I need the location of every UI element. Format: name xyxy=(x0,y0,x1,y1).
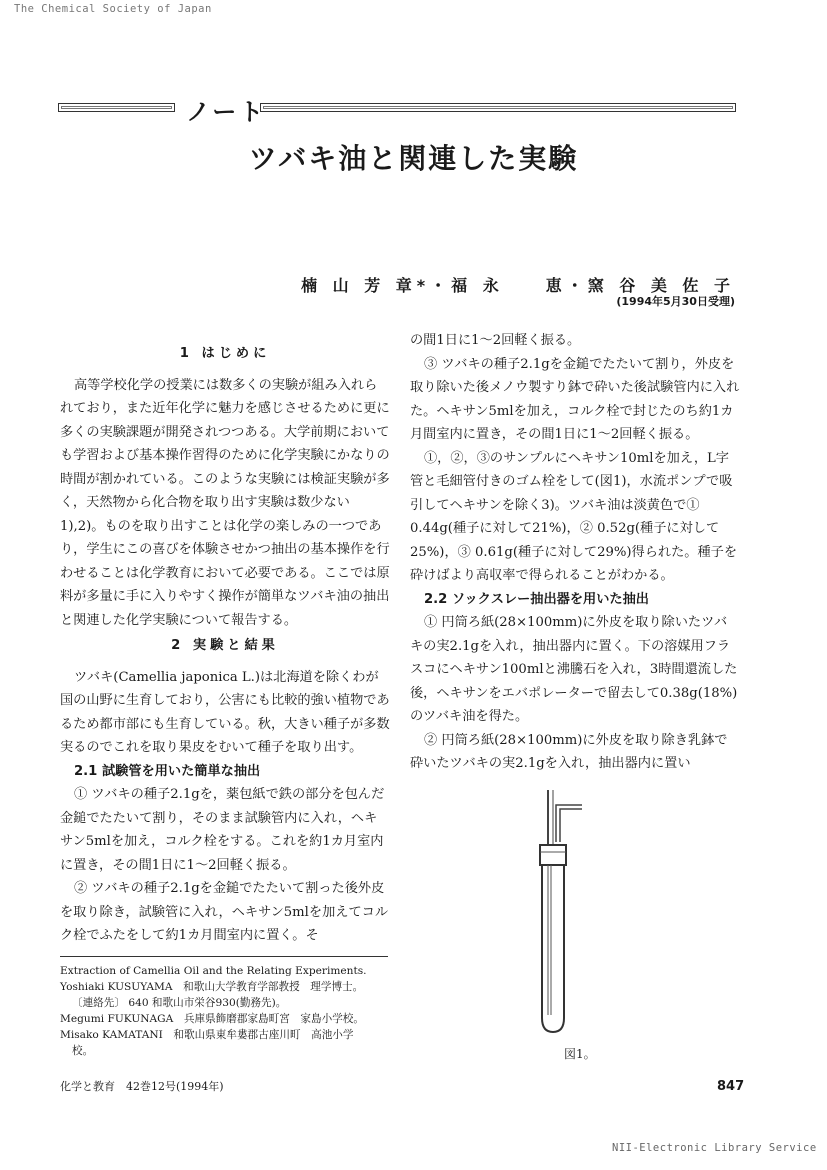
journal-citation: 化学と教育 42巻12号(1994年) xyxy=(60,1080,224,1093)
paragraph: ツバキ(Camellia japonica L.)は北海道を除くわが国の山野に生育しており，公害にも比較的強い植物であるため都市部にも生育している。秋，大きい種子が多数実るのでこれを取り果皮をむいて種子を取り出す。 xyxy=(60,669,390,755)
footnote-line: Megumi FUKUNAGA 兵庫県飾磨郡家島町宮 家島小学校。 xyxy=(60,1013,364,1025)
article-title: ツバキ油と関連した実験 xyxy=(248,142,579,175)
paragraph: ③ ツバキの種子2.1gを金鎚でたたいて割り，外皮を取り除いた後メノウ製すり鉢で砕いた後試験管内に入れた。ヘキサン5mlを加え，コルク栓で封じたのち約1カ月間室内に置き，その間1日に1〜2回軽く振る。 xyxy=(410,356,740,442)
paragraph: 高等学校化学の授業には数多くの実験が組み入れられており，また近年化学に魅力を感じさせるために更に多くの実験課題が開発されつつある。大学前期においても学習および基本操作習得のために化学実験にかなりの時間が割かれている。このような実験には検証実験が多く，天然物から化合物を取り出す実験は数少ない1),2)。ものを取り出すことは化学の楽しみの一つであり，学生にこの喜びを体験させかつ抽出の基本操作を行わせることは化学教育において必要である。ここでは原料が多量に手に入りやすく操作が簡単なツバキ油の抽出と関連した化学実験について報告する。 xyxy=(60,377,390,628)
subsection-heading: 2.1 試験管を用いた簡単な抽出 xyxy=(74,763,261,779)
figure-apparatus xyxy=(520,780,590,1049)
right-column xyxy=(410,329,740,776)
footnote-line: Extraction of Camellia Oil and the Relating Experiments. xyxy=(60,965,367,977)
left-column xyxy=(60,340,390,948)
footnote-line: Misako KAMATANI 和歌山県東牟婁郡古座川町 高池小学 xyxy=(60,1029,354,1041)
figure-caption: 図1。 xyxy=(564,1047,596,1061)
footnote-rule xyxy=(60,956,388,957)
paragraph: ② 円筒ろ紙(28×100mm)に外皮を取り除き乳鉢で砕いたツバキの実2.1gを入れ，抽出器内に置い xyxy=(410,732,728,771)
note-label: ノート xyxy=(186,97,267,126)
authors: 楠 山 芳 章*・福 永 恵・窯 谷 美 佐 子 xyxy=(301,276,735,295)
paragraph: ① ツバキの種子2.1gを，薬包紙で鉄の部分を包んだ金鎚でたたいて割り，そのまま試験管内に入れ，ヘキサン5mlを加え，コルク栓をする。これを約1カ月室内に置き，その間1日に1〜2回軽く振る。 xyxy=(60,787,385,873)
site-footer: NII-Electronic Library Service xyxy=(612,1142,817,1154)
footnote xyxy=(60,963,390,1059)
page-number: 847 xyxy=(717,1079,745,1094)
test-tube-diagram xyxy=(520,780,590,1045)
footnote-line: Yoshiaki KUSUYAMA 和歌山大学教育学部教授 理学博士。 xyxy=(60,981,364,993)
subsection-heading: 2.2 ソックスレー抽出器を用いた抽出 xyxy=(424,591,649,607)
section-heading: 2 実験と結果 xyxy=(171,638,279,653)
note-bar-right xyxy=(260,103,736,112)
paragraph: ① 円筒ろ紙(28×100mm)に外皮を取り除いたツバキの実2.1gを入れ，抽出器内に置く。下の溶媒用フラスコにヘキサン100mlと沸騰石を入れ，3時間還流した後，ヘキサンをエバポレーターで留去して0.38g(18%)のツバキ油を得た。 xyxy=(410,615,738,724)
paragraph: の間1日に1〜2回軽く振る。 xyxy=(410,333,581,348)
section-heading: 1 はじめに xyxy=(179,346,271,361)
paragraph: ② ツバキの種子2.1gを金鎚でたたいて割った後外皮を取り除き，試験管に入れ，ヘキサン5mlを加えてコルク栓でふたをして約1カ月間室内に置く。そ xyxy=(60,881,389,943)
note-bar-left xyxy=(58,103,175,112)
paragraph: ①，②，③のサンプルにヘキサン10mlを加え，L字管と毛細管付きのゴム栓をして(図1)，水流ポンプで吸引してヘキサンを除く3)。ツバキ油は淡黄色で① 0.44g(種子に対して21%)，② 0.52g(種子に対して25%)，③ 0.61g(種子に対して29%)得られた。種子を砕けばより高収率で得られることがわかる。 xyxy=(410,450,738,583)
site-header: The Chemical Society of Japan xyxy=(14,3,212,15)
received-date: (1994年5月30日受理) xyxy=(616,295,735,308)
footnote-line: 校。 xyxy=(72,1045,94,1057)
footnote-line: 〔連絡先〕 640 和歌山市栄谷930(勤務先)。 xyxy=(72,997,287,1009)
